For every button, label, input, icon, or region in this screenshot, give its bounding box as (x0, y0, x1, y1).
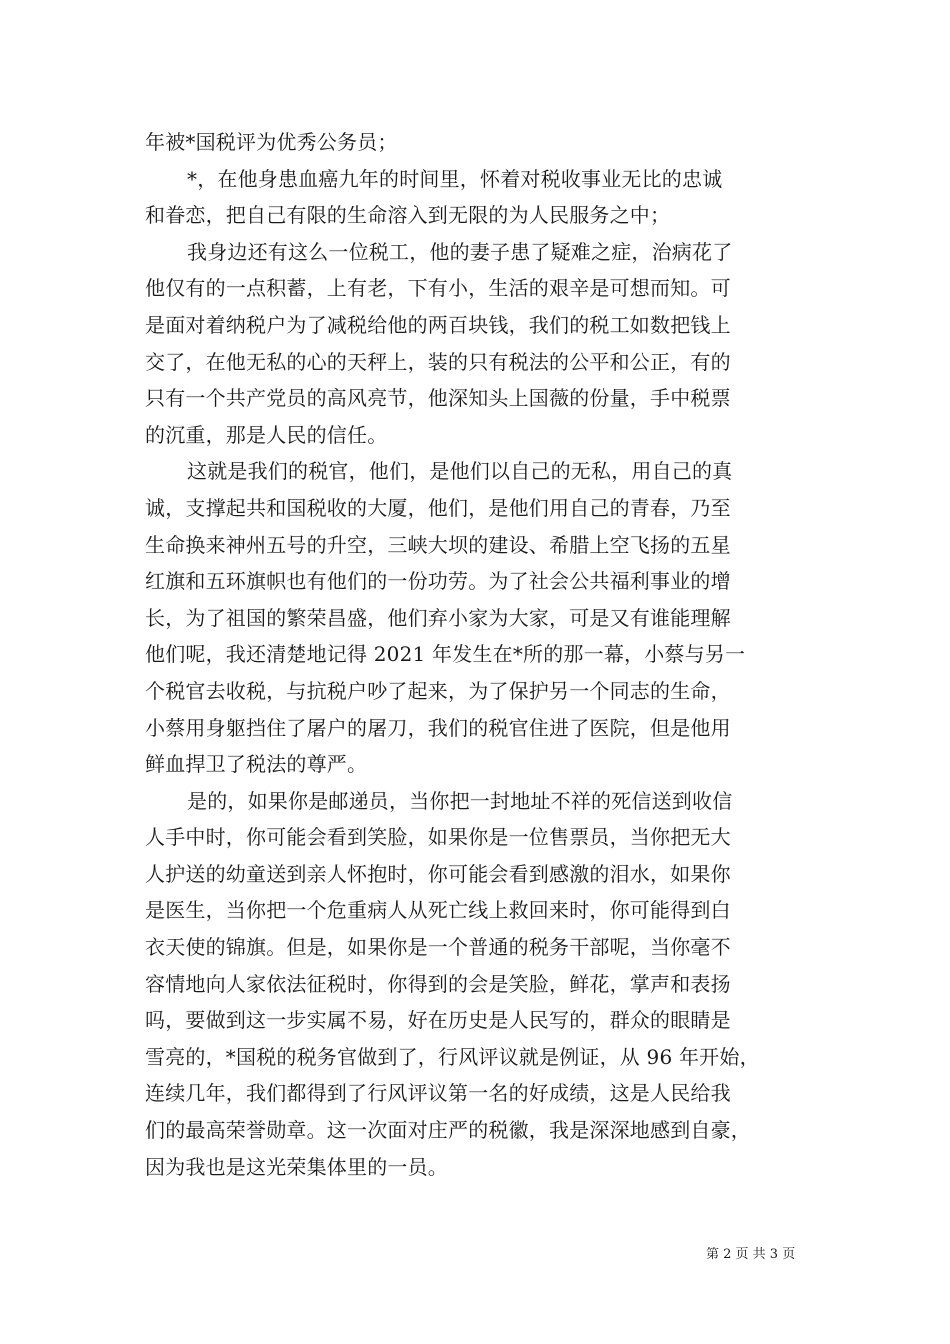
paragraph-line: 生命换来神州五号的升空，三峡大坝的建设、希腊上空飞扬的五星 (145, 532, 731, 557)
paragraph-line: 吗，要做到这一步实属不易，好在历史是人民写的，群众的眼睛是 (145, 1008, 731, 1033)
paragraph-line: *，在他身患血癌九年的时间里，怀着对税收事业无比的忠诚 (187, 166, 723, 191)
paragraph-line: 我身边还有这么一位税工，他的妻子患了疑难之症，治病花了 (187, 239, 733, 264)
paragraph-line: 个税官去收税，与抗税户吵了起来，为了保护另一个同志的生命， (145, 678, 731, 703)
paragraph-line: 是的，如果你是邮递员，当你把一封地址不祥的死信送到收信 (187, 788, 733, 813)
paragraph-line: 年被*国税评为优秀公务员； (145, 130, 398, 154)
paragraph-line: 是面对着纳税户为了减税给他的两百块钱，我们的税工如数把钱上 (145, 312, 731, 337)
paragraph-line: 诚，支撑起共和国税收的大厦，他们，是他们用自己的青春，乃至 (145, 495, 731, 520)
paragraph-line: 衣天使的锦旗。但是，如果你是一个普通的税务干部呢，当你毫不 (145, 935, 731, 960)
paragraph-line: 他仅有的一点积蓄，上有老，下有小，生活的艰辛是可想而知。可 (145, 276, 731, 301)
paragraph-line: 连续几年，我们都得到了行风评议第一名的好成绩，这是人民给我 (145, 1081, 731, 1106)
paragraph-line: 人手中时，你可能会看到笑脸，如果你是一位售票员，当你把无大 (145, 825, 731, 850)
paragraph-line: 长，为了祖国的繁荣昌盛，他们弃小家为大家，可是又有谁能理解 (145, 605, 731, 630)
paragraph-line: 们的最高荣誉勋章。这一次面对庄严的税徽，我是深深地感到自豪， (145, 1118, 751, 1143)
page-number: 第 2 页 共 3 页 (706, 1247, 796, 1262)
paragraph-line: 雪亮的，*国税的税务官做到了，行风评议就是例证，从 96 年开始， (145, 1044, 760, 1069)
paragraph-line: 他们呢，我还清楚地记得 2021 年发生在*所的那一幕，小蔡与另一 (145, 642, 746, 667)
paragraph-line: 因为我也是这光荣集体里的一员。 (145, 1154, 448, 1179)
paragraph-line: 这就是我们的税官，他们，是他们以自己的无私，用自己的真 (187, 459, 733, 484)
paragraph-line: 只有一个共产党员的高风亮节，他深知头上国薇的份量，手中税票 (145, 386, 731, 411)
paragraph-line: 人护送的幼童送到亲人怀抱时，你可能会看到感激的泪水，如果你 (145, 861, 731, 886)
paragraph-line: 的沉重，那是人民的信任。 (145, 422, 388, 447)
paragraph-line: 小蔡用身躯挡住了屠户的屠刀，我们的税官住进了医院，但是他用 (145, 715, 731, 740)
paragraph-line: 是医生，当你把一个危重病人从死亡线上救回来时，你可能得到白 (145, 898, 731, 923)
document-body (145, 124, 810, 1185)
paragraph-line: 和眷恋，把自己有限的生命溶入到无限的为人民服务之中； (145, 203, 671, 228)
paragraph-line: 鲜血捍卫了税法的尊严。 (145, 752, 368, 777)
paragraph-line: 交了，在他无私的心的天秤上，装的只有税法的公平和公正，有的 (145, 349, 731, 374)
paragraph-line: 容情地向人家依法征税时，你得到的会是笑脸，鲜花，掌声和表扬 (145, 971, 731, 996)
paragraph-line: 红旗和五环旗帜也有他们的一份功劳。为了社会公共福利事业的增 (145, 569, 731, 594)
